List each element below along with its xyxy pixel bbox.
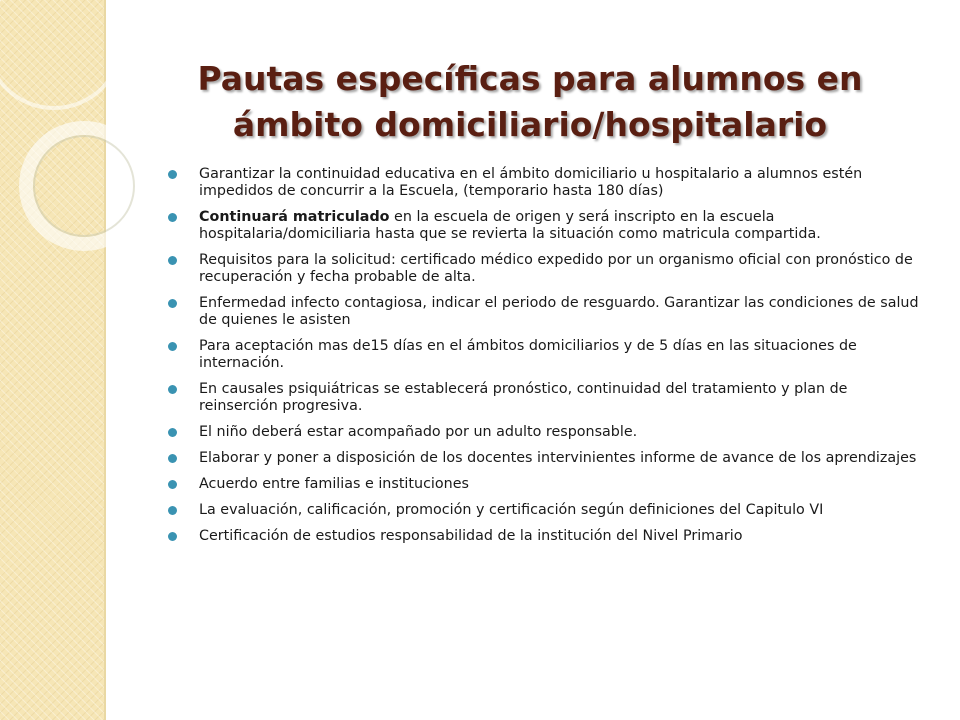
bullet-dot-icon (168, 506, 177, 515)
bullet-item (160, 502, 920, 519)
slide-title (150, 56, 910, 148)
bullet-dot-icon (168, 256, 177, 265)
bullet-text: Certificación de estudios responsabilidad de la institución del Nivel Primario (199, 528, 743, 544)
bullet-item (160, 166, 920, 200)
bullet-text: Enfermedad infecto contagiosa, indicar el periodo de resguardo. Garantizar las condiciones de salud de quienes le asisten (199, 295, 919, 328)
bullet-dot-icon (168, 454, 177, 463)
bullet-text: Elaborar y poner a disposición de los docentes intervinientes informe de avance de los aprendizajes (199, 450, 917, 466)
bullet-dot-icon (168, 532, 177, 541)
slide-title-line-1: Pautas específicas para alumnos en (197, 59, 863, 98)
bullet-item (160, 528, 920, 545)
bullet-text: Garantizar la continuidad educativa en el ámbito domiciliario u hospitalario a alumnos estén impedidos de concurrir a la Escuela, (temporario hasta 180 días) (199, 166, 863, 199)
bullet-item (160, 209, 920, 243)
bullet-dot-icon (168, 428, 177, 437)
bullet-item (160, 450, 920, 467)
bullet-text: en la escuela de origen y será inscripto en la escuela hospitalaria/domiciliaria hasta que se revierta la situación como matricula compartida. (199, 209, 821, 242)
bullet-list (160, 166, 920, 554)
bullet-item (160, 476, 920, 493)
slide-title-line-2: ámbito domiciliario/hospitalario (232, 105, 828, 144)
bullet-item (160, 424, 920, 441)
bullet-text: El niño deberá estar acompañado por un adulto responsable. (199, 424, 638, 440)
bullet-text: Requisitos para la solicitud: certificado médico expedido por un organismo oficial con pronóstico de recuperación y fecha probable de alta. (199, 252, 913, 285)
bullet-item (160, 338, 920, 372)
bullet-text: Acuerdo entre familias e instituciones (199, 476, 469, 492)
side-panel-divider (104, 0, 106, 720)
bullet-dot-icon (168, 299, 177, 308)
bullet-dot-icon (168, 385, 177, 394)
bullet-dot-icon (168, 170, 177, 179)
bullet-item (160, 252, 920, 286)
bullet-dot-icon (168, 480, 177, 489)
bullet-dot-icon (168, 213, 177, 222)
bullet-text: En causales psiquiátricas se establecerá pronóstico, continuidad del tratamiento y plan de reinserción progresiva. (199, 381, 848, 414)
bullet-item (160, 295, 920, 329)
bullet-item (160, 381, 920, 415)
bullet-dot-icon (168, 342, 177, 351)
bullet-bold-text: Continuará matriculado (199, 209, 390, 225)
bullet-text: La evaluación, calificación, promoción y certificación según definiciones del Capitulo VI (199, 502, 824, 518)
decorative-side-panel (0, 0, 104, 720)
bullet-text: Para aceptación mas de15 días en el ámbitos domiciliarios y de 5 días en las situaciones de internación. (199, 338, 857, 371)
